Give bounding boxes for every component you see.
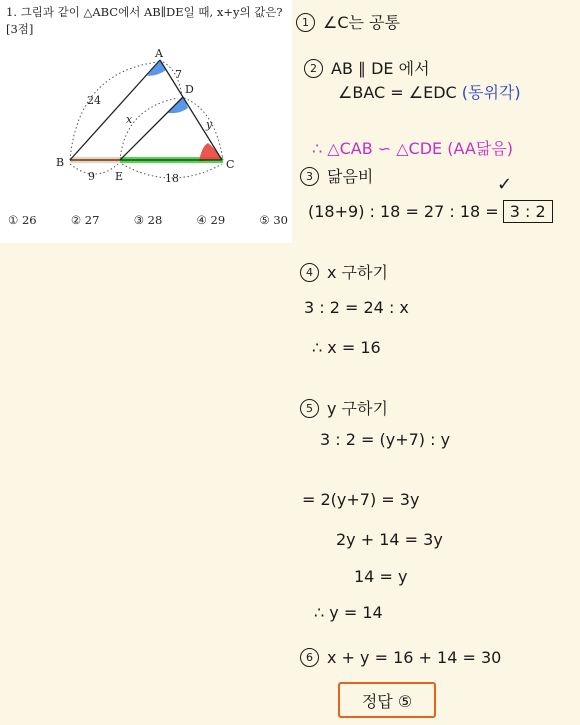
ratio-line — [308, 200, 553, 223]
choice-3[interactable]: ③ 28 — [133, 213, 163, 227]
choice-4[interactable]: ④ 29 — [196, 213, 226, 227]
triangle-figure — [0, 0, 292, 243]
label-d: D — [185, 83, 194, 96]
step-1 — [296, 10, 400, 33]
step-3-text: 닮음비 — [327, 167, 374, 186]
label-a: A — [155, 47, 163, 60]
label-b: B — [56, 156, 65, 169]
step-4 — [300, 260, 388, 283]
step-4-eq: 3 : 2 = 24 : x — [304, 298, 409, 317]
problem-statement: 1. 그림과 같이 △ABC에서 AB∥DE일 때, x+y의 값은? [3점] — [6, 5, 283, 36]
label-e: E — [115, 170, 124, 183]
angle-c-marker — [199, 143, 222, 161]
final-answer: 정답 ⑤ — [338, 682, 436, 718]
step-6-text: x + y = 16 + 14 = 30 — [327, 648, 502, 667]
step-number: 5 — [300, 399, 319, 418]
ratio-equation: (18+9) : 18 = 27 : 18 = — [308, 202, 499, 221]
step-4-result: ∴ x = 16 — [312, 338, 381, 357]
step-5-result: ∴ y = 14 — [314, 603, 383, 622]
measure-ec: 18 — [165, 172, 179, 185]
corresponding-angle-note: (동위각) — [461, 83, 521, 102]
step-4-text: x 구하기 — [327, 263, 388, 282]
measure-x: x — [126, 113, 133, 126]
step-1-text: ∠C는 공통 — [323, 13, 400, 32]
angle-equation: ∠BAC = ∠EDC — [338, 83, 457, 102]
label-c: C — [226, 158, 235, 171]
step-5-solve: 14 = y — [354, 567, 408, 586]
step-number: 6 — [300, 648, 319, 667]
step-3 — [300, 164, 373, 187]
step-number: 2 — [304, 59, 323, 78]
choice-5[interactable]: ⑤ 30 — [259, 213, 288, 227]
step-2-angles — [338, 80, 521, 103]
step-5-simplify: 2y + 14 = 3y — [336, 530, 443, 549]
choice-1[interactable]: ① 26 — [8, 213, 37, 227]
ratio-result: 3 : 2 — [503, 200, 553, 223]
step-5-eq: 3 : 2 = (y+7) : y — [320, 430, 451, 449]
step-2-text: AB ∥ DE 에서 — [331, 59, 430, 78]
step-6 — [300, 648, 501, 667]
step-number: 4 — [300, 263, 319, 282]
step-5-expand: = 2(y+7) = 3y — [302, 490, 420, 509]
measure-y: y — [206, 118, 213, 131]
measure-ad: 7 — [175, 68, 182, 81]
problem-card — [0, 0, 292, 243]
step-number: 1 — [296, 13, 315, 32]
step-2 — [304, 56, 430, 79]
check-mark-icon: ✓ — [497, 174, 513, 195]
measure-ab: 24 — [87, 94, 101, 107]
choice-2[interactable]: ② 27 — [70, 213, 100, 227]
step-5 — [300, 396, 388, 419]
similarity-conclusion: ∴ △CAB ∽ △CDE (AA닮음) — [312, 139, 513, 158]
step-number: 3 — [300, 167, 319, 186]
answer-choices — [8, 213, 288, 227]
measure-be: 9 — [88, 170, 95, 183]
step-5-text: y 구하기 — [327, 399, 388, 418]
